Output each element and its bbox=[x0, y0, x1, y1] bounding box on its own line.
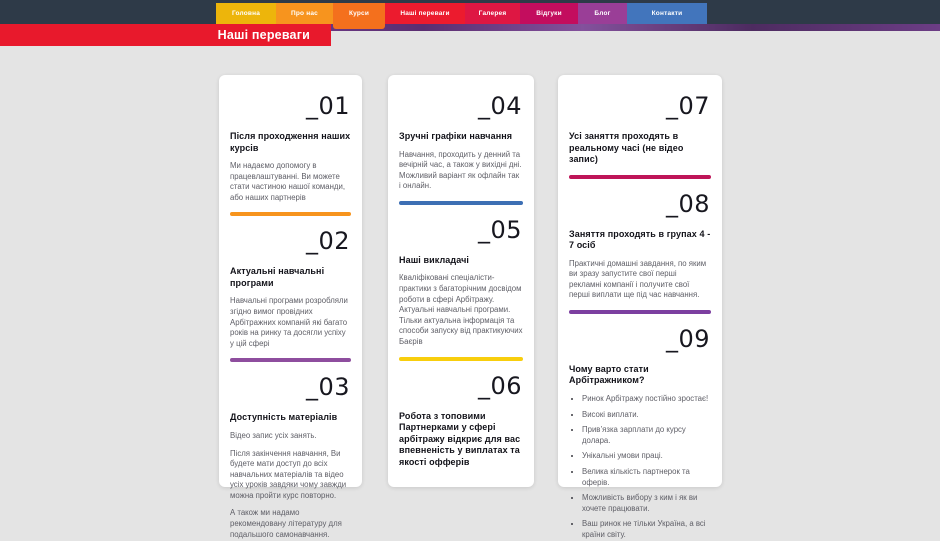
section-number: _04 bbox=[477, 92, 522, 120]
section-title: Після проходження наших курсів bbox=[230, 131, 351, 153]
section-text: А також ми надамо рекомендовану літературу для подальшого самонавчання. bbox=[230, 508, 342, 539]
benefit-bullet: • Ринок Арбітражу постійно зростає! bbox=[582, 394, 711, 405]
benefit-bullet: • Високі виплати. bbox=[582, 410, 711, 421]
section-divider bbox=[230, 212, 351, 216]
nav-tabs bbox=[216, 3, 707, 29]
benefit-bullet: • Можливість вибору з ким і як ви хочете працювати. bbox=[582, 493, 711, 514]
advantage-section-06 bbox=[399, 371, 523, 469]
section-title: Робота з топовими Партнерками у сфері арбітражу відкриє для вас впевненість у виплатах та якості офферів bbox=[399, 410, 521, 467]
nav-tab-courses[interactable]: Курси bbox=[333, 3, 385, 29]
section-divider bbox=[230, 358, 351, 362]
section-title: Чому варто стати Арбітражником? bbox=[569, 363, 649, 386]
benefits-list bbox=[569, 394, 711, 541]
section-text: Навчання, проходить у денний та вечірній час, а також у вихідні дні. Можливий варіант як офлайн так і онлайн. bbox=[399, 149, 522, 191]
section-title: Наші викладачі bbox=[399, 254, 470, 265]
section-number: _01 bbox=[305, 92, 350, 120]
section-title: Зручні графіки навчання bbox=[399, 131, 513, 141]
advantage-section-08 bbox=[569, 189, 711, 314]
advantages-card-1 bbox=[219, 75, 362, 539]
section-title: Усі заняття проходять в реальному часі (не відео запис) bbox=[569, 131, 684, 165]
nav-tab-contacts[interactable]: Контакти bbox=[627, 3, 707, 24]
benefit-bullet: • Унікальні умови праці. bbox=[582, 451, 711, 462]
section-number: _09 bbox=[665, 324, 710, 353]
advantages-card-3 bbox=[558, 75, 722, 539]
advantage-section-05 bbox=[399, 215, 523, 361]
section-divider bbox=[399, 201, 523, 205]
section-title: Актуальні навчальні програми bbox=[230, 266, 325, 288]
nav-tab-gallery[interactable]: Галерея bbox=[465, 3, 520, 24]
section-number: _08 bbox=[665, 189, 710, 218]
top-navbar bbox=[0, 0, 940, 24]
nav-tab-reviews[interactable]: Відгуки bbox=[520, 3, 578, 24]
section-number: _07 bbox=[665, 92, 710, 120]
nav-tab-home[interactable]: Головна bbox=[216, 3, 276, 24]
nav-tab-about[interactable]: Про нас bbox=[276, 3, 333, 24]
section-title: Заняття проходять в групах 4 - 7 осіб bbox=[569, 228, 711, 251]
advantage-section-04 bbox=[399, 94, 523, 205]
section-title: Доступність матеріалів bbox=[230, 412, 338, 423]
benefit-bullet: • Велика кількість партнерок та оферів. bbox=[582, 467, 711, 488]
nav-tab-advantages[interactable]: Наші переваги bbox=[385, 3, 465, 24]
section-text: Ми надаємо допомогу в працевлаштуванні. Ви можете стати частиною нашої команди, або наших партнерів bbox=[230, 161, 345, 202]
page-title: Наші переваги bbox=[217, 28, 310, 42]
advantage-section-02 bbox=[230, 229, 351, 362]
section-divider bbox=[569, 310, 711, 314]
nav-tab-blog[interactable]: Блог bbox=[578, 3, 627, 24]
advantage-section-03 bbox=[230, 375, 351, 540]
advantage-section-09 bbox=[569, 324, 711, 541]
section-number: _03 bbox=[305, 373, 350, 402]
advantages-card-2 bbox=[388, 75, 534, 487]
section-text: Практичні домашні завдання, по яким ви зразу запустите свої перші рекламні компанії і получите свої перші виплати ще під час навчання. bbox=[569, 258, 707, 300]
section-text: Відео запис усіх занять. bbox=[230, 430, 317, 440]
section-text: Після закінчення навчання, Ви будете мати доступ до всіх навчальних матеріалів та відео усіх уроків завдяки чому завжди можна пройти курс повторно. bbox=[230, 448, 347, 500]
section-text: Кваліфіковані спеціалісти-практики з багаторічним досвідом роботи в сфері Арбітражу. Актуальні навчальні програми. Тільки актуальна інформація та способи запуску від практикуючих Баєрів bbox=[399, 273, 523, 346]
section-divider bbox=[569, 175, 711, 179]
section-divider bbox=[399, 357, 523, 361]
section-text: Навчальні програми розробляли згідно вимог провідних Арбітражних компаній які багато років на ринку та досягли успіху у цій сфері bbox=[230, 296, 348, 348]
benefit-bullet: • Ваш ринок не тільки Україна, а всі країни світу. bbox=[582, 519, 711, 540]
advantage-section-07 bbox=[569, 94, 711, 179]
advantage-section-01 bbox=[230, 94, 351, 216]
section-number: _06 bbox=[477, 371, 522, 400]
section-number: _05 bbox=[477, 215, 522, 244]
section-number: _02 bbox=[305, 227, 350, 256]
benefit-bullet: • Прив’язка зарплати до курсу долара. bbox=[582, 425, 711, 446]
